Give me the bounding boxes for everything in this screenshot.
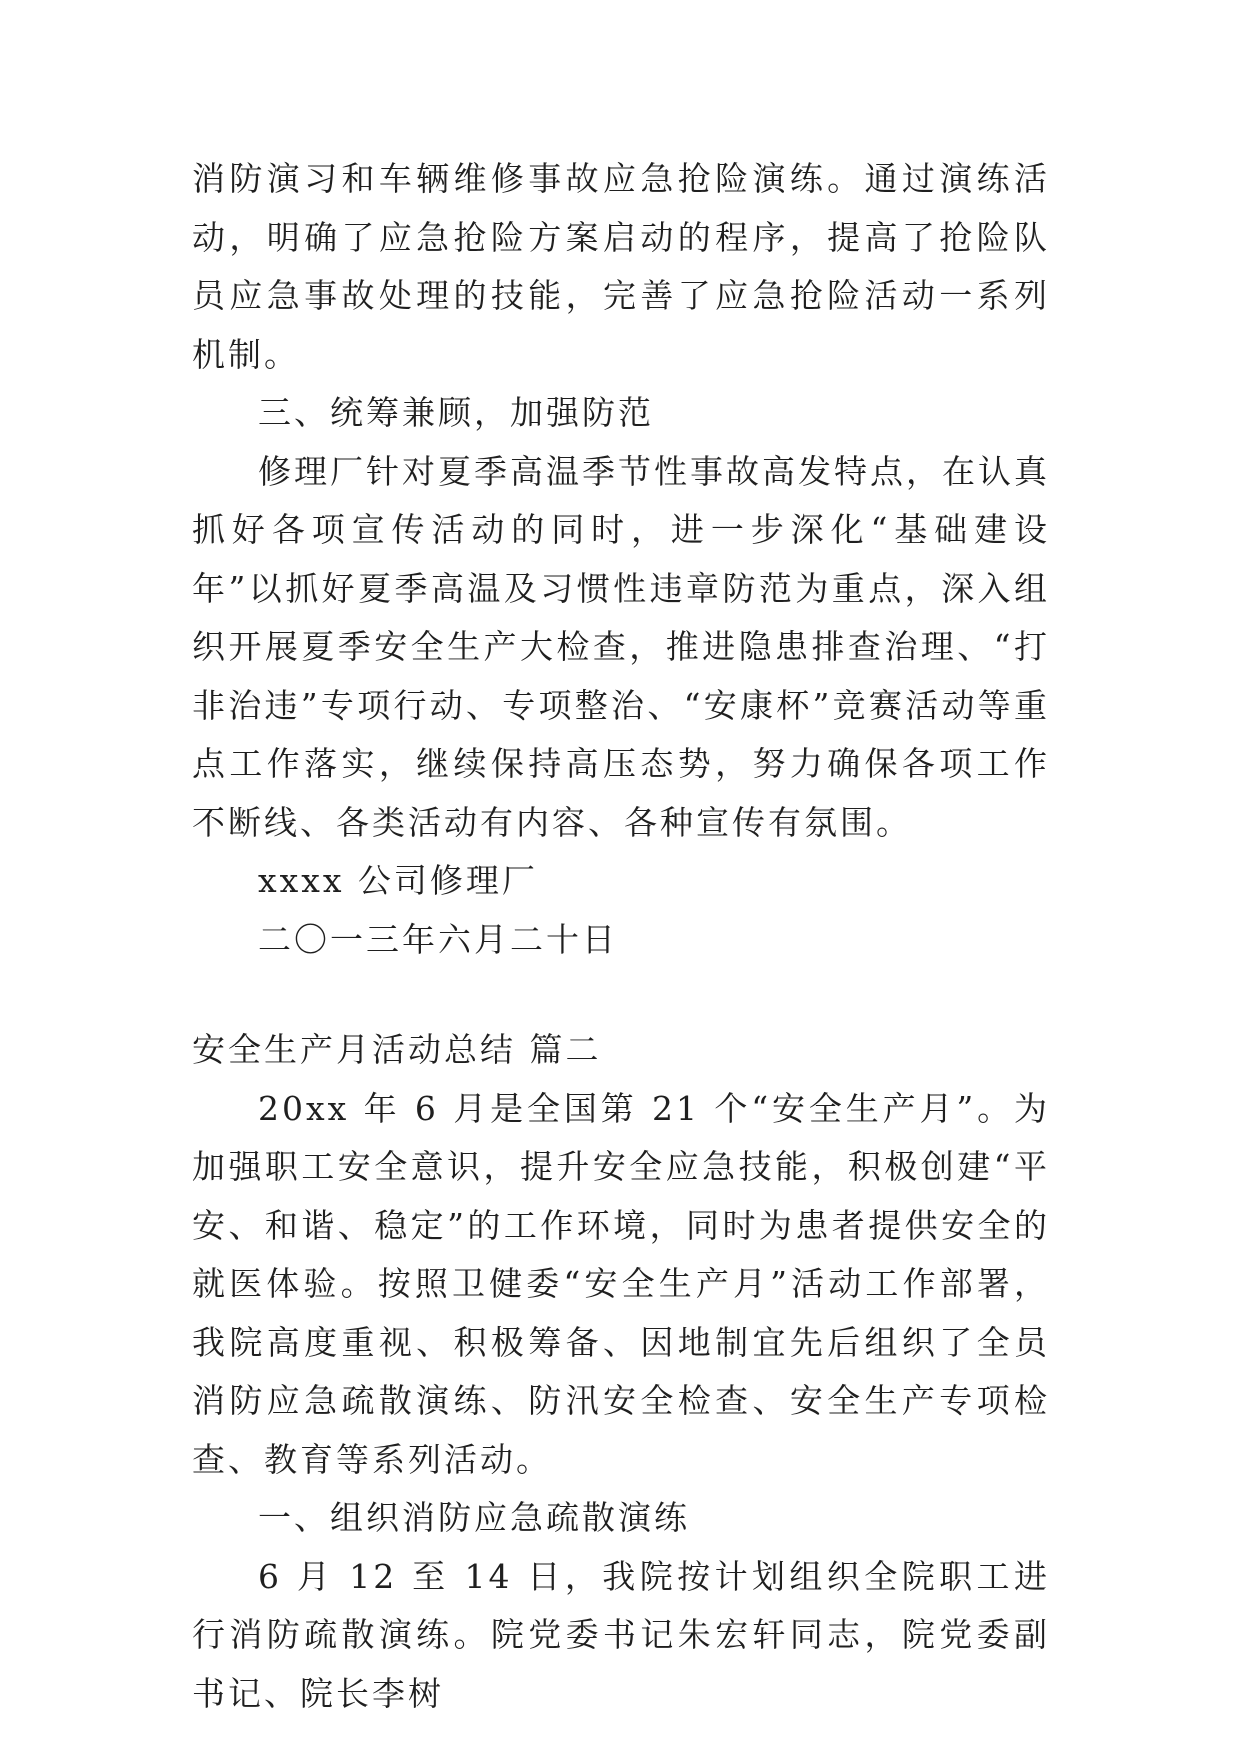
section-title-part-two: 安全生产月活动总结 篇二	[192, 1030, 602, 1069]
heading-coordinate-prevention: 三、统筹兼顾，加强防范	[258, 393, 654, 432]
paragraph-emergency-drill-continued: 消防演习和车辆维修事故应急抢险演练。通过演练活动，明确了应急抢险方案启动的程序，提高了抢险队员应急事故处理的技能，完善了应急抢险活动一系列机制。	[192, 159, 1050, 374]
paragraph-summer-safety: 修理厂针对夏季高温季节性事故高发特点，在认真抓好各项宣传活动的同时，进一步深化“基础建设年”以抓好夏季高温及习惯性违章防范为重点，深入组织开展夏季安全生产大检查，推进隐患排查治理、“打非治违”专项行动、专项整治、“安康杯”竞赛活动等重点工作落实，继续保持高压态势，努力确保各项工作不断线、各类活动有内容、各种宣传有氛围。	[192, 451, 1050, 842]
section-spacer	[192, 969, 1050, 1021]
paragraph-fire-drill-details: 6 月 12 至 14 日，我院按计划组织全院职工进行消防疏散演练。院党委书记朱宏轩同志，院党委副书记、院长李树	[192, 1556, 1050, 1713]
signature-organization: xxxx 公司修理厂	[258, 861, 538, 900]
heading-fire-evacuation-drill: 一、组织消防应急疏散演练	[258, 1498, 690, 1537]
document-page	[192, 150, 1050, 1723]
paragraph-safety-month-intro: 20xx 年 6 月是全国第 21 个“安全生产月”。为加强职工安全意识，提升安全应急技能，积极创建“平安、和谐、稳定”的工作环境，同时为患者提供安全的就医体验。按照卫健委“安全生产月”活动工作部署，我院高度重视、积极筹备、因地制宜先后组织了全员消防应急疏散演练、防汛安全检查、安全生产专项检查、教育等系列活动。	[192, 1088, 1050, 1479]
signature-date: 二〇一三年六月二十日	[258, 919, 618, 959]
